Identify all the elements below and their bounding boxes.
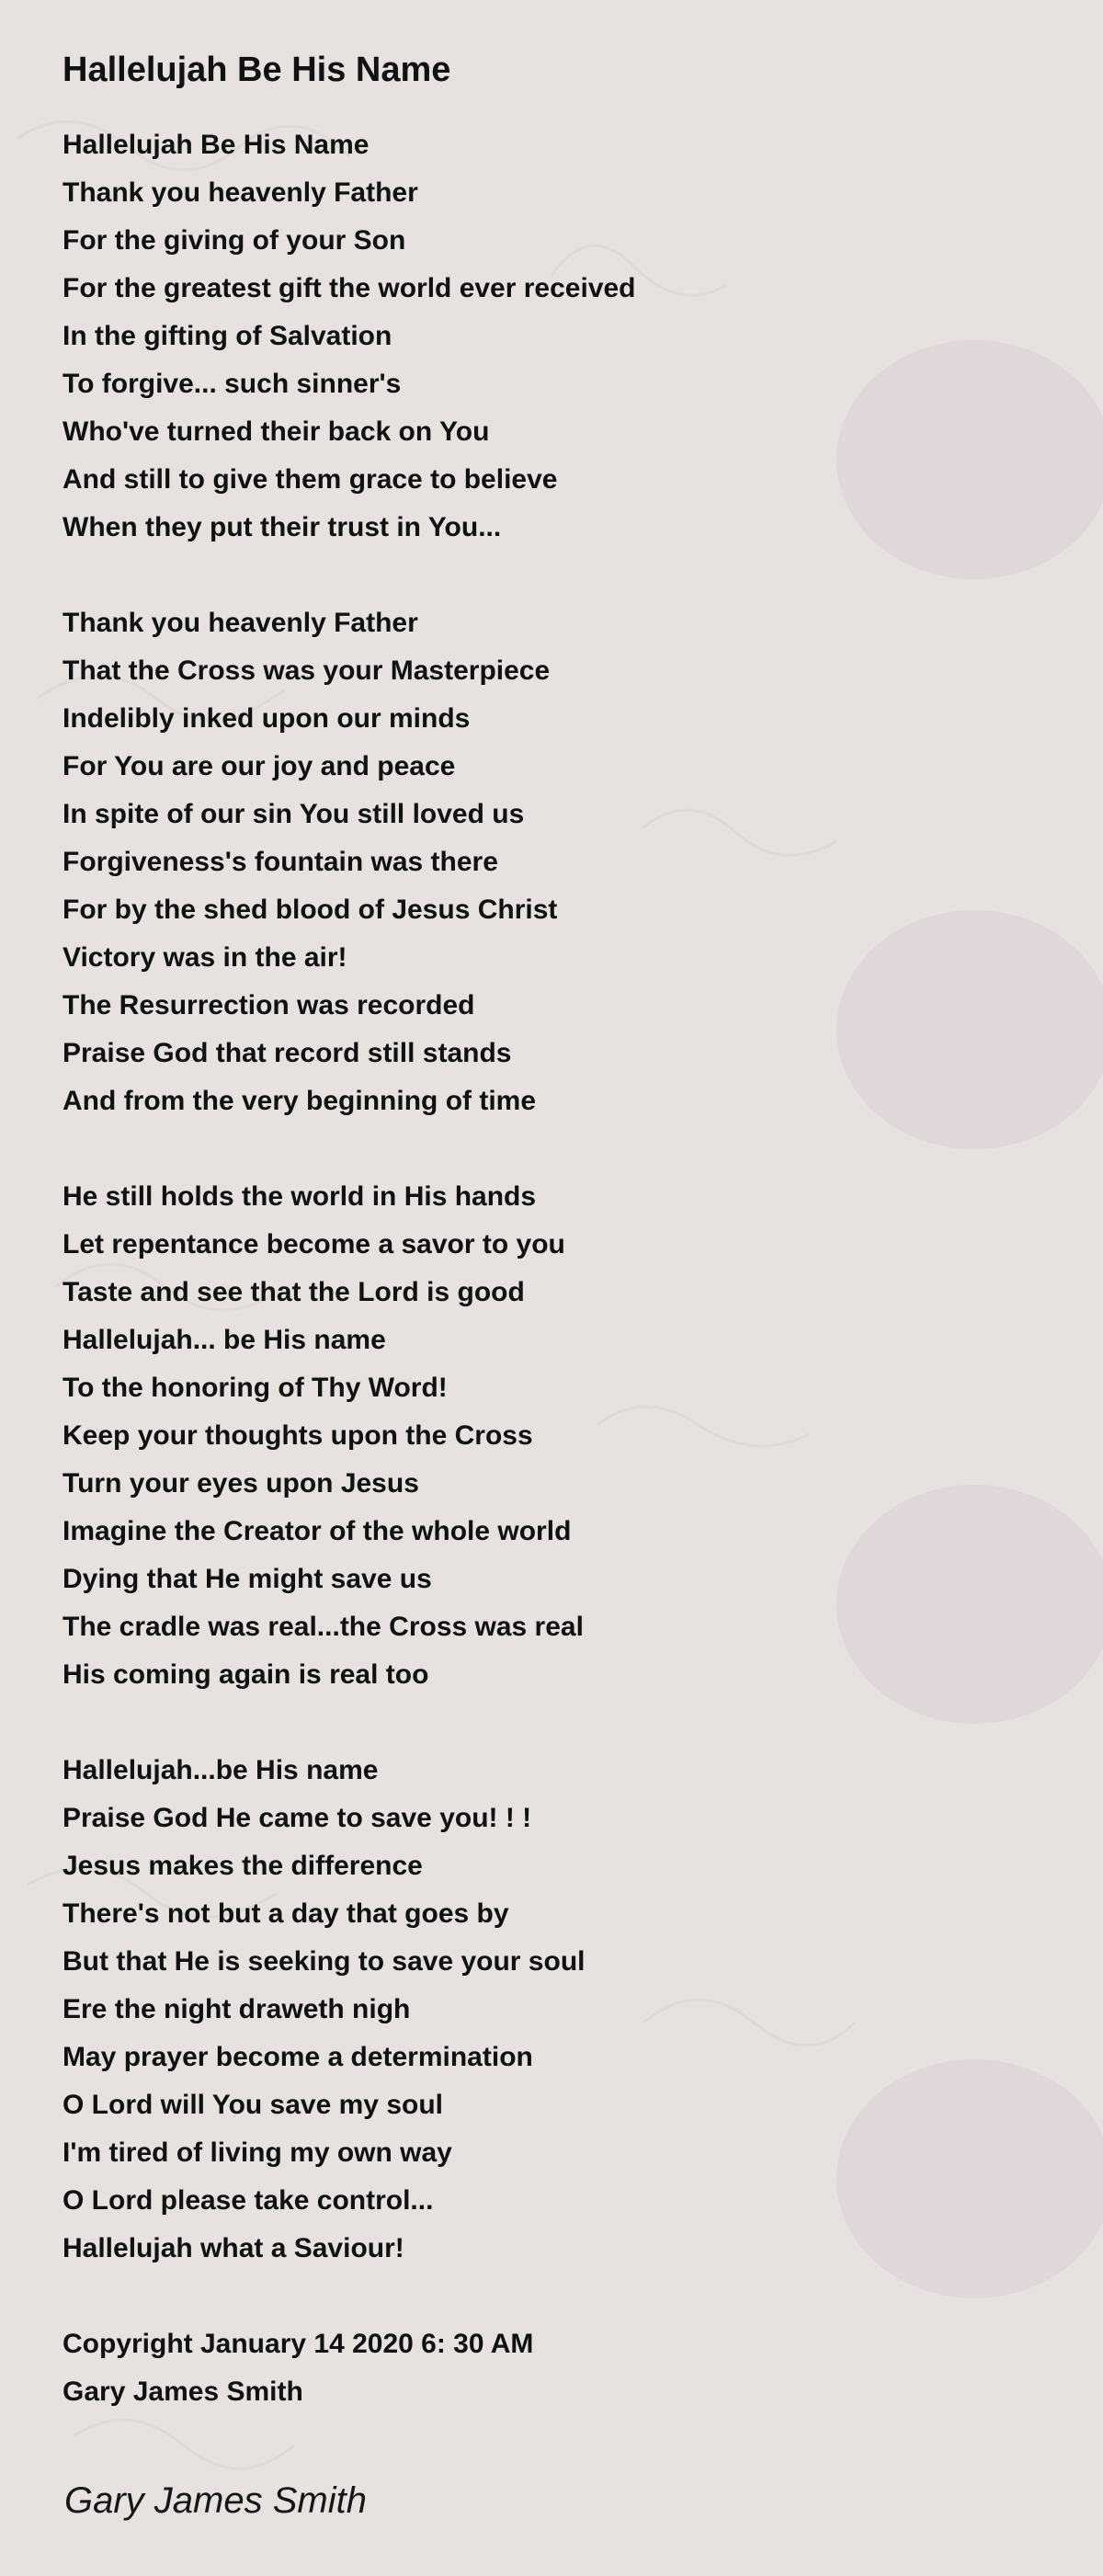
poem-line: To the honoring of Thy Word! <box>63 1373 448 1403</box>
poem-line: For by the shed blood of Jesus Christ <box>63 895 558 925</box>
poem-line: For You are our joy and peace <box>63 751 456 781</box>
poem-line: Ere the night draweth nigh <box>63 1994 411 2024</box>
poem-line: Forgiveness's fountain was there <box>63 847 498 877</box>
poem-line: O Lord please take control... <box>63 2185 434 2216</box>
poem-content <box>63 48 1048 2416</box>
poem-line: Victory was in the air! <box>63 942 347 973</box>
poem-line: Hallelujah... be His name <box>63 1325 386 1355</box>
poem-line: In the gifting of Salvation <box>63 321 392 351</box>
poem-line: Thank you heavenly Father <box>63 177 418 208</box>
poem-line: May prayer become a determination <box>63 2042 533 2072</box>
poem-line: Who've turned their back on You <box>63 416 490 447</box>
poem-line: Taste and see that the Lord is good <box>63 1277 525 1307</box>
poem-line: And from the very beginning of time <box>63 1086 537 1116</box>
poem-line: And still to give them grace to believe <box>63 464 558 495</box>
poem-title: Hallelujah Be His Name <box>63 51 451 89</box>
poem-line: In spite of our sin You still loved us <box>63 799 525 829</box>
poem-stanza <box>63 121 1048 552</box>
poem-stanza <box>63 1747 1048 2273</box>
author-line: Gary James Smith <box>63 2377 303 2407</box>
poem-line: For the greatest gift the world ever received <box>63 273 636 303</box>
poem-line: Hallelujah Be His Name <box>63 130 370 160</box>
poem-stanza <box>63 599 1048 1125</box>
poem-line: Thank you heavenly Father <box>63 608 418 638</box>
poem-line: But that He is seeking to save your soul <box>63 1946 586 1977</box>
poem-line: Praise God He came to save you! ! ! <box>63 1803 532 1833</box>
copyright-line: Copyright January 14 2020 6: 30 AM <box>63 2329 534 2359</box>
poem-line: Imagine the Creator of the whole world <box>63 1516 572 1546</box>
poem-line: For the giving of your Son <box>63 225 406 256</box>
poem-line: Jesus makes the difference <box>63 1851 423 1881</box>
poem-line: Dying that He might save us <box>63 1564 432 1594</box>
poem-line: Turn your eyes upon Jesus <box>63 1468 419 1499</box>
poem-footer <box>63 2320 1048 2416</box>
poem-stanza <box>63 1173 1048 1699</box>
poem-line: His coming again is real too <box>63 1659 429 1690</box>
poem-line: I'm tired of living my own way <box>63 2137 452 2168</box>
poem-body <box>63 121 1048 2273</box>
poem-line: O Lord will You save my soul <box>63 2090 443 2120</box>
poem-line: When they put their trust in You... <box>63 512 502 542</box>
poem-line: The cradle was real...the Cross was real <box>63 1612 584 1642</box>
poem-line: That the Cross was your Masterpiece <box>63 655 551 686</box>
poem-line: The Resurrection was recorded <box>63 990 475 1020</box>
poem-line: There's not but a day that goes by <box>63 1898 509 1929</box>
poem-line: Let repentance become a savor to you <box>63 1229 565 1260</box>
poem-line: He still holds the world in His hands <box>63 1181 537 1212</box>
poem-line: Hallelujah what a Saviour! <box>63 2233 404 2263</box>
poem-line: Indelibly inked upon our minds <box>63 703 471 734</box>
poem-line: Praise God that record still stands <box>63 1038 512 1068</box>
author-signature: Gary James Smith <box>64 2480 367 2521</box>
poem-line: Hallelujah...be His name <box>63 1755 379 1785</box>
poem-line: To forgive... such sinner's <box>63 369 402 399</box>
poem-line: Keep your thoughts upon the Cross <box>63 1420 533 1451</box>
